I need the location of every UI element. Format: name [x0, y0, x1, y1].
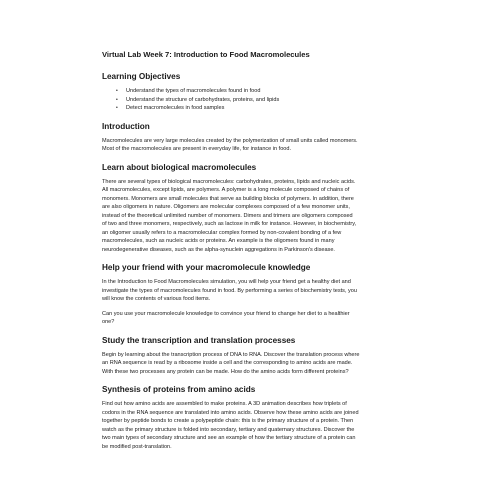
- text-line: monomers. Monomers are small molecules that serve as building blocks of polymers. In addition, there: [102, 195, 354, 202]
- text-line: There are several types of biological macromolecules: carbohydrates, proteins, lipids and nucleic acids.: [102, 178, 356, 185]
- text-line: Macromolecules are very large molecules created by the polymerization of small units called monomers.: [102, 137, 358, 144]
- objective-item: • Understand the types of macromolecules found in food: [116, 87, 402, 96]
- learning-objectives-list: [102, 87, 402, 113]
- text-line: Find out how amino acids are assembled to make proteins. A 3D animation describes how triplets of: [102, 401, 347, 408]
- text-line: Begin by learning about the transcription process of DNA to RNA. Discover the translation process where: [102, 351, 360, 358]
- text-line: All macromolecules, except lipids, are polymers. A polymer is a long molecule composed of chains of: [102, 187, 350, 194]
- text-line: of two and three monomers, respectively, such as lactose in milk for instance. However, in biochemistry,: [102, 221, 357, 228]
- text-line: watch as the primary structure is folded into secondary, tertiary and quaternary structures. Discover the: [102, 426, 355, 433]
- text-line: be modified post-translation.: [102, 443, 172, 450]
- text-line: instead of the theoretical unlimited number of monomers. Dimers and trimers are oligomers composed: [102, 212, 353, 219]
- introduction-heading: Introduction: [102, 121, 150, 131]
- text-line: together by peptide bonds to create a polypeptide chain: this is the primary structure of a protein. Then: [102, 418, 354, 425]
- biological-macromolecules-heading: Learn about biological macromolecules: [102, 162, 257, 172]
- text-line: two main types of secondary structure and see an example of how the tertiary structure of a protein can: [102, 435, 356, 442]
- transcription-paragraph: [102, 351, 402, 377]
- text-line: one?: [102, 319, 115, 326]
- objective-item: • Understand the structure of carbohydrates, proteins, and lipids: [116, 96, 402, 105]
- biological-macromolecules-paragraph: [102, 178, 402, 255]
- transcription-heading: Study the transcription and translation processes: [102, 335, 296, 345]
- text-line: macromolecules, such as nucleic acids or proteins. An example is the oligomers found in many: [102, 238, 335, 245]
- text-line: are also oligomers in nature. Oligomers are molecular complexes composed of a few monomer units,: [102, 204, 350, 211]
- text-line: Can you use your macromolecule knowledge to convince your friend to change her diet to a healthier: [102, 310, 350, 317]
- text-line: an RNA sequence is read by a ribosome inside a cell and the corresponding to amino acids are made.: [102, 360, 353, 367]
- text-line: an oligomer usually refers to a macromolecular complex formed by non-covalent bonding of a few: [102, 229, 342, 236]
- text-line: investigate the types of macromolecules found in food. By performing a series of biochemistry tests, you: [102, 287, 357, 294]
- text-line: will know the contents of various food items.: [102, 296, 211, 303]
- objective-item: • Detect macromolecules in food samples: [116, 104, 402, 113]
- synthesis-paragraph: [102, 400, 402, 451]
- text-line: With these two processes any protein can be made. How do the amino acids form different proteins?: [102, 368, 349, 375]
- learning-objectives-heading: Learning Objectives: [102, 72, 181, 81]
- help-friend-heading: Help your friend with your macromolecule knowledge: [102, 263, 311, 273]
- text-line: In the Introduction to Food Macromolecules simulation, you will help your friend get a healthy diet and: [102, 279, 351, 286]
- help-friend-question: [102, 310, 402, 327]
- text-line: Most of the macromolecules are present in everyday life, for instance in food.: [102, 146, 291, 153]
- document-title: Virtual Lab Week 7: Introduction to Food Macromolecules: [102, 50, 310, 59]
- text-line: neurodegenerative diseases, such as the alpha-synuclein aggregations in Parkinson's disease.: [102, 246, 335, 253]
- synthesis-heading: Synthesis of proteins from amino acids: [102, 385, 256, 395]
- introduction-paragraph: [102, 137, 402, 154]
- text-line: codons in the RNA sequence are translated into amino acids. Observe how these amino acids are joined: [102, 409, 359, 416]
- help-friend-paragraph: [102, 278, 402, 304]
- document-page: [102, 50, 402, 451]
